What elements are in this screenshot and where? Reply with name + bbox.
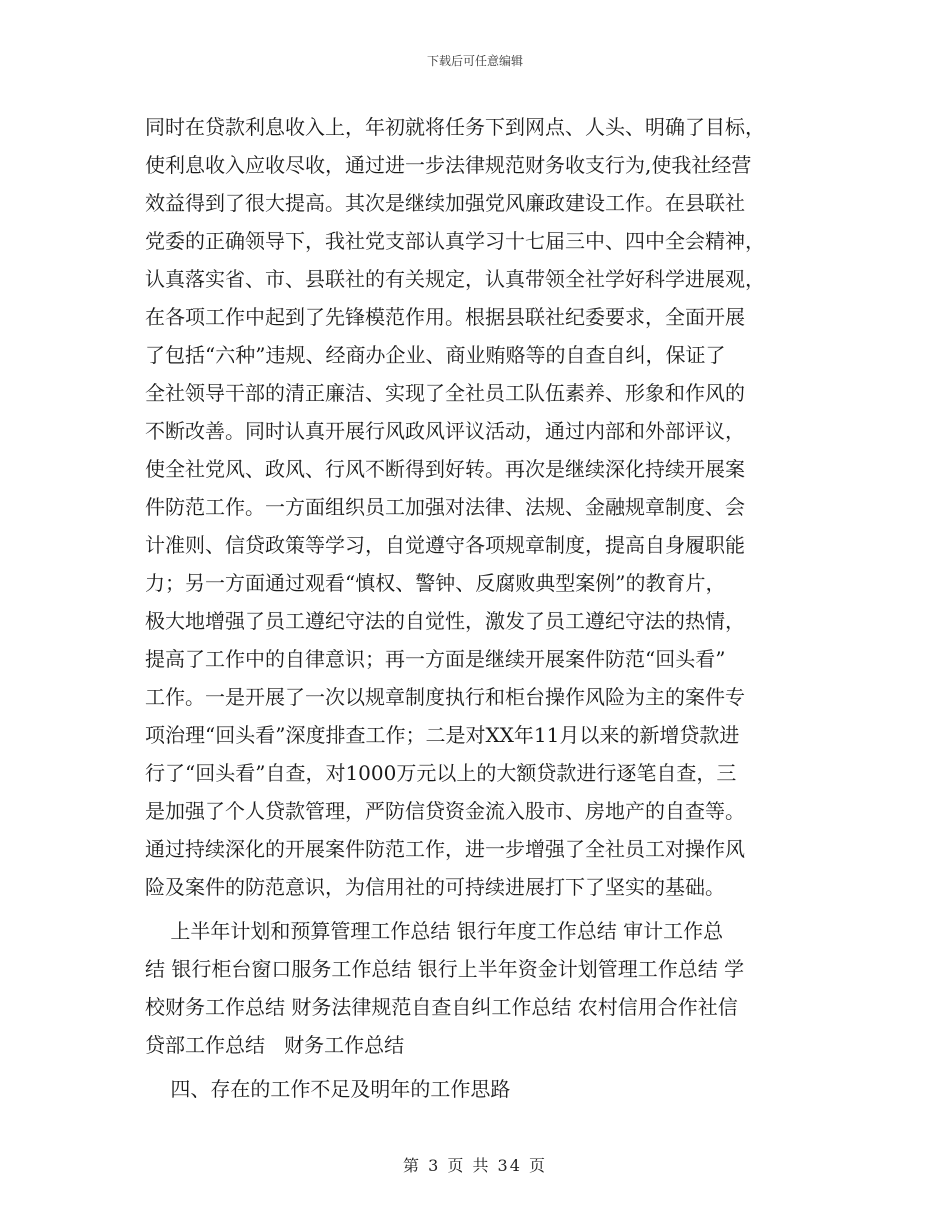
body-line: 工作。一是开展了一次以规章制度执行和柜台操作风险为主的案件专 <box>145 685 745 709</box>
body-line: 力；另一方面通过观看“慎权、警钟、反腐败典型案例”的教育片， <box>145 571 726 595</box>
body-line: 不断改善。同时认真开展行风政风评议活动，通过内部和外部评议， <box>145 419 745 443</box>
related-titles-line: 贷部工作总结 财务工作总结 <box>145 1033 405 1057</box>
body-line: 认真落实省、市、县联社的有关规定，认真带领全社学好科学进展观， <box>145 267 765 291</box>
body-line: 险及案件的防范意识，为信用社的可持续进展打下了坚实的基础。 <box>145 875 725 899</box>
page-number-footer: 第 3 页 共 34 页 <box>403 1156 547 1175</box>
related-titles-line: 上半年计划和预算管理工作总结 银行年度工作总结 审计工作总 <box>145 919 724 943</box>
section-heading: 四、存在的工作不足及明年的工作思路 <box>145 1077 511 1101</box>
body-line: 了包括“六种”违规、经商办企业、商业贿赂等的自查自纠，保证了 <box>145 343 726 367</box>
body-line: 是加强了个人贷款管理，严防信贷资金流入股市、房地产的自查等。 <box>145 799 745 823</box>
body-line: 提高了工作中的自律意识；再一方面是继续开展案件防范“回头看” <box>145 647 726 671</box>
body-line: 极大地增强了员工遵纪守法的自觉性，激发了员工遵纪守法的热情， <box>145 609 745 633</box>
document-body <box>145 108 805 1108</box>
body-line: 项治理“回头看”深度排查工作；二是对XX年11月以来的新增贷款进 <box>145 723 740 747</box>
body-line: 同时在贷款利息收入上，年初就将任务下到网点、人头、明确了目标， <box>145 115 765 139</box>
body-line: 通过持续深化的开展案件防范工作，进一步增强了全社员工对操作风 <box>145 837 745 861</box>
body-line: 使利息收入应收尽收，通过进一步法律规范财务收支行为,使我社经营 <box>145 153 752 177</box>
page-header: 下载后可任意编辑 <box>426 54 523 68</box>
body-line: 计准则、信贷政策等学习，自觉遵守各项规章制度，提高自身履职能 <box>145 533 745 557</box>
body-line: 行了“回头看”自查，对1000万元以上的大额贷款进行逐笔自查，三 <box>145 761 737 785</box>
related-titles-line: 校财务工作总结 财务法律规范自查自纠工作总结 农村信用合作社信 <box>145 995 738 1019</box>
body-line: 件防范工作。一方面组织员工加强对法律、法规、金融规章制度、会 <box>145 495 745 519</box>
body-line: 在各项工作中起到了先锋模范作用。根据县联社纪委要求，全面开展 <box>145 305 745 329</box>
body-line: 效益得到了很大提高。其次是继续加强党风廉政建设工作。在县联社 <box>145 191 745 215</box>
body-line: 全社领导干部的清正廉洁、实现了全社员工队伍素养、形象和作风的 <box>145 381 745 405</box>
body-line: 党委的正确领导下，我社党支部认真学习十七届三中、四中全会精神， <box>145 229 765 253</box>
body-line: 使全社党风、政风、行风不断得到好转。再次是继续深化持续开展案 <box>145 457 745 481</box>
related-titles-line: 结 银行柜台窗口服务工作总结 银行上半年资金计划管理工作总结 学 <box>145 957 745 981</box>
